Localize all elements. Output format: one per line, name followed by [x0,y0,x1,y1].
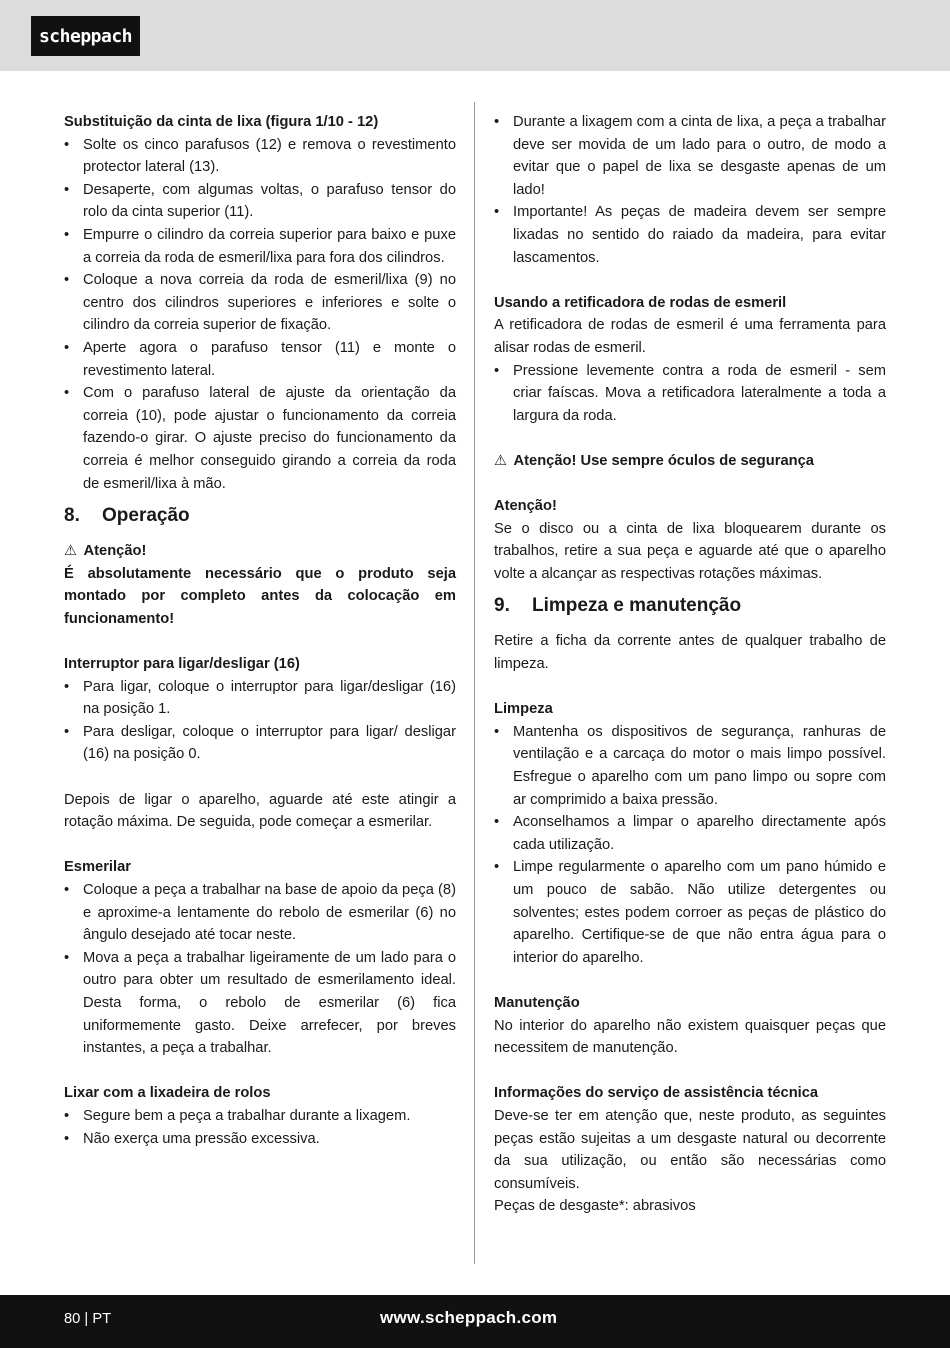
page-footer [0,1295,950,1348]
maintenance-text: No interior do aparelho não existem quaisquer peças que necessitem de manutenção. [494,1017,886,1057]
attention-text: Se o disco ou a cinta de lixa bloquearem durante os trabalhos, retire a sua peça e aguarde até que o aparelho volte a alcançar as respectivas rotações máximas. [494,520,886,582]
warning-icon: ⚠ [494,452,508,469]
dresser-list [494,360,886,428]
website-link: www.scheppach.com [380,1308,558,1327]
section-number: 8. [64,505,80,527]
maintenance-heading: Manutenção [494,994,580,1011]
list-item: • Desaperte, com algumas voltas, o parafuso tensor do rolo da cinta superior (11). [64,179,456,224]
list-item: • Aperte agora o parafuso tensor (11) e monte o revestimento lateral. [64,337,456,382]
attention-heading [64,540,456,563]
grinding-heading: Esmerilar [64,859,131,876]
left-column [64,111,456,1150]
list-item: • Aconselhamos a limpar o aparelho directamente após cada utilização. [494,811,886,856]
switch-heading: Interruptor para ligar/desligar (16) [64,656,300,673]
column-divider [474,102,475,1264]
sanding-tips-list [494,111,886,269]
list-item: • Mova a peça a trabalhar ligeiramente de um lado para o outro para obter um resultado de esmerilamento ideal. Desta forma, o rebolo de esmerilar (6) fica uniformemente gasto. Deixe arrefecer, por breves instantes, a peça a trabalhar. [64,947,456,1060]
dresser-heading: Usando a retificadora de rodas de esmeril [494,294,787,311]
page-header [0,0,950,71]
section-title: Limpeza e manutenção [532,595,742,617]
list-item: • Importante! As peças de madeira devem ser sempre lixadas no sentido do raiado da madeira, para evitar lascamentos. [494,201,886,269]
service-heading: Informações do serviço de assistência técnica [494,1085,819,1102]
list-item: • Empurre o cilindro da correia superior para baixo e puxe a correia da roda de esmeril/lixa para fora dos cilindros. [64,224,456,269]
switch-list [64,676,456,766]
belt-replacement-heading: Substituição da cinta de lixa (figura 1/10 - 12) [64,114,379,130]
cleaning-heading: Limpeza [494,701,553,718]
dresser-text: A retificadora de rodas de esmeril é uma ferramenta para alisar rodas de esmeril. [494,317,886,356]
list-item: • Não exerça uma pressão excessiva. [64,1128,456,1151]
section-9-heading [494,593,886,619]
attention-heading: Atenção! [494,498,557,515]
list-item: • Pressione levemente contra a roda de esmeril - sem criar faíscas. Mova a retificadora lateralmente a toda a largura da roda. [494,360,886,428]
goggles-warning [494,450,886,473]
goggles-warning-text: Atenção! Use sempre óculos de segurança [513,452,814,469]
section-number: 9. [494,595,510,617]
attention-text: É absolutamente necessário que o produto seja montado por completo antes da colocação em funcionamento! [64,565,456,627]
attention-label: Atenção! [83,543,147,560]
list-item: • Durante a lixagem com a cinta de lixa, a peça a trabalhar deve ser movida de um lado para o outro, de modo a evitar que o papel de lixa se desgaste apenas de um lado! [494,111,886,201]
list-item: • Segure bem a peça a trabalhar durante a lixagem. [64,1105,456,1128]
grinding-list [64,879,456,1060]
list-item: • Mantenha os dispositivos de segurança, ranhuras de ventilação e a carcaça do motor o mais limpo possível. Esfregue o aparelho com um pano limpo ou sopre com ar comprimido a baixa pressão. [494,721,886,811]
service-text: Deve-se ter em atenção que, neste produto, as seguintes peças estão sujeitas a um desgaste natural ou decorrente da sua utilização, ou então são necessárias como consumíveis. [494,1107,886,1192]
list-item: • Com o parafuso lateral de ajuste da orientação da correia (10), pode ajustar o funcionamento da correia fazendo-o girar. O ajuste preciso do funcionamento da correia é melhor conseguido girando a correia da roda de esmeril/lixa à mão. [64,382,456,495]
sanding-list [64,1105,456,1150]
list-item: • Solte os cinco parafusos (12) e remova o revestimento protector lateral (13). [64,134,456,179]
right-column [494,111,886,1218]
list-item: • Para ligar, coloque o interruptor para ligar/desligar (16) na posição 1. [64,676,456,721]
switch-note: Depois de ligar o aparelho, aguarde até este atingir a rotação máxima. De seguida, pode começar a esmerilar. [64,791,456,831]
section-9-intro: Retire a ficha da corrente antes de qualquer trabalho de limpeza. [494,633,886,673]
list-item: • Coloque a peça a trabalhar na base de apoio da peça (8) e aproxime-a lentamente do rebolo de esmerilar (6) no ângulo desejado até tocar neste. [64,879,456,947]
cleaning-list [494,721,886,970]
section-8-heading [64,503,456,529]
wear-parts-text: Peças de desgaste*: abrasivos [494,1198,696,1215]
list-item: • Para desligar, coloque o interruptor para ligar/ desligar (16) na posição 0. [64,721,456,766]
warning-icon: ⚠ [64,543,78,560]
list-item: • Limpe regularmente o aparelho com um pano húmido e um pouco de sabão. Não utilize detergentes ou solventes; estes podem corroer as peças de plástico do aparelho. Certifique-se de que não entra água para o interior do aparelho. [494,856,886,969]
belt-replacement-list [64,134,456,496]
scheppach-logo: scheppach [31,16,140,56]
sanding-heading: Lixar com a lixadeira de rolos [64,1085,271,1102]
page-number: 80 | PT [64,1311,112,1327]
list-item: • Coloque a nova correia da roda de esmeril/lixa (9) no centro dos cilindros superiores e inferiores e solte o cilindro da correia superior de fixação. [64,269,456,337]
section-title: Operação [102,505,190,527]
